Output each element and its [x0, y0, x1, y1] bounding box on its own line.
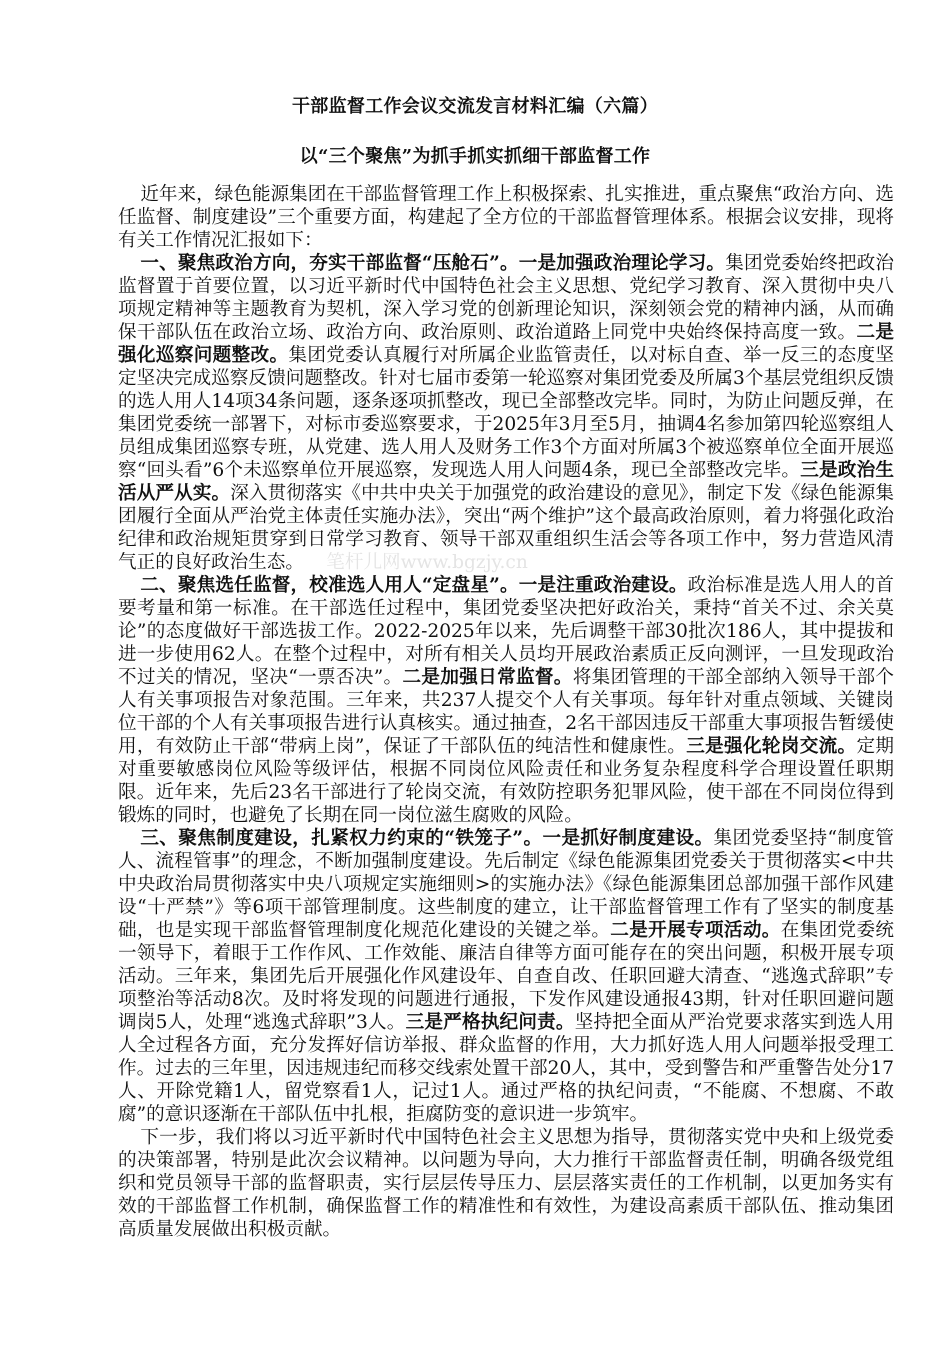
body-paragraph — [118, 252, 894, 574]
paragraph-text: 下一步，我们将以习近平新时代中国特色社会主义思想为指导，贯彻落实党中央和上级党委的决策部署，特别是此次会议精神。以问题为导向，大力推行干部监督责任制，明确各级党组织和党员领导干部的监督职责，实行层层传导压力、层层落实责任的工作机制，以更加务实有效的干部监督工作机制，确保监督工作的精准性和有效性，为建设高素质干部队伍、推动集团高质量发展做出积极贡献。 — [118, 1127, 894, 1240]
bold-heading-text: 三是严格执纪问责。 — [405, 1012, 575, 1033]
document-subtitle: 以“三个聚焦”为抓手抓实抓细干部监督工作 — [299, 146, 651, 167]
body-paragraph — [118, 183, 894, 252]
paragraph-text: 定期对重要敏感岗位风险等级评估，根据不同岗位风险责任和业务复杂程度科学合理设置任职期限。近年来，先后23名干部进行了轮岗交流，有效防控职务犯罪风险，使干部在不同岗位得到锻炼的同时，也避免了长期在同一岗位滋生腐败的风险。 — [118, 736, 894, 826]
paragraph-text: 集团党委坚持“制度管人、流程管事”的理念，不断加强制度建设。先后制定《绿色能源集团党委关于贯彻落实<中共中央政治局贯彻落实中央八项规定实施细则>的实施办法》《绿色能源集团总部加强干部作风建设“十严禁”》等6项干部管理制度。这些制度的建立，让干部监督管理工作有了坚实的制度基础，也是实现干部监督管理制度化规范化建设的关键之举。 — [118, 828, 894, 941]
paragraph-text: 将集团管理的干部全部纳入领导干部个人有关事项报告对象范围。三年来，共237人提交个人有关事项。每年针对重点领域、关键岗位干部的个人有关事项报告进行认真核实。通过抽查，2名干部因违反干部重大事项报告暂缓使用，有效防止干部“带病上岗”，保证了干部队伍的纯洁性和健康性。 — [118, 667, 894, 757]
bold-heading-text: 三是强化轮岗交流。 — [686, 736, 857, 757]
paragraph-text: 政治标准是选人用人的首要考量和第一标准。在干部选任过程中，集团党委坚决把好政治关，秉持“首关不过、余关莫论”的态度做好干部选拔工作。2022-2025年以来，先后调整干部30批次186人，其中提拔和进一步使用62人。在整个过程中，对所有相关人员均开展政治素质正反向测评，一旦发现政治不过关的情况，坚决“一票否决”。 — [118, 575, 894, 688]
paragraph-text: 集团党委始终把政治监督置于首要位置，以习近平新时代中国特色社会主义思想、党纪学习教育、深入贯彻中央八项规定精神等主题教育为契机，深入学习党的创新理论知识，深刻领会党的精神内涵，从而确保干部队伍在政治立场、政治方向、政治原则、政治道路上同党中央始终保持高度一致。 — [118, 253, 894, 343]
bold-heading-text: 二是强化巡察问题整改。 — [118, 322, 894, 366]
document-title: 干部监督工作会议交流发言材料汇编（六篇） — [292, 96, 658, 117]
bold-heading-text: 二是开展专项活动。 — [610, 920, 781, 941]
body-paragraph — [118, 574, 894, 827]
paragraph-text: 在集团党委统一领导下，着眼于工作作风、工作效能、廉洁自律等方面可能存在的突出问题，积极开展专项活动。三年来，集团先后开展强化作风建设年、自查自改、任职回避大清查、“逃逸式辞职”专项整治等活动8次。及时将发现的问题进行通报，下发作风建设通报43期，针对任职回避问题调岗5人，处理“逃逸式辞职”3人。 — [118, 920, 894, 1033]
body-paragraph — [118, 1126, 894, 1241]
bold-heading-text: 三是政治生活从严从实。 — [118, 460, 894, 504]
bold-heading-text: 二是加强日常监督。 — [402, 667, 573, 688]
body-paragraph — [118, 827, 894, 1126]
paragraph-text: 深入贯彻落实《中共中央关于加强党的政治建设的意见》，制定下发《绿色能源集团履行全面从严治党主体责任实施办法》，突出“两个维护”这个最高政治原则，着力将强化政治纪律和政治规矩贯穿到日常学习教育、领导干部双重组织生活会等各项工作中，努力营造风清气正的良好政治生态。 — [118, 483, 894, 573]
bold-heading-text: 一、聚焦政治方向，夯实干部监督“压舱石”。一是加强政治理论学习。 — [140, 253, 726, 274]
paragraph-text: 坚持把全面从严治党要求落实到选人用人全过程各方面，充分发挥好信访举报、群众监督的作用，大力抓好选人用人问题举报受理工作。过去的三年里，因违规违纪而移交线索处置干部20人，其中，受到警告和严重警告处分17人、开除党籍1人，留党察看1人，记过1人。通过严格的执纪问责，“不能腐、不想腐、不敢腐”的意识逐渐在干部队伍中扎根，拒腐防变的意识进一步筑牢。 — [118, 1012, 894, 1125]
bold-heading-text: 二、聚焦选任监督，校准选人用人“定盘星”。一是注重政治建设。 — [140, 575, 688, 596]
document-body — [118, 183, 894, 1241]
bold-heading-text: 三、聚焦制度建设，扎紧权力约束的“铁笼子”。一是抓好制度建设。 — [140, 828, 714, 849]
watermark: 笔杆儿网www.bgzjy.cn — [326, 552, 528, 573]
paragraph-text: 近年来，绿色能源集团在干部监督管理工作上积极探索、扎实推进，重点聚焦“政治方向、选任监督、制度建设”三个重要方面，构建起了全方位的干部监督管理体系。根据会议安排，现将有关工作情况汇报如下： — [118, 184, 894, 251]
paragraph-text: 集团党委认真履行对所属企业监管责任，以对标自查、举一反三的态度坚定坚决完成巡察反馈问题整改。针对七届市委第一轮巡察对集团党委及所属3个基层党组织反馈的选人用人14项34条问题，逐条逐项抓整改，现已全部整改完毕。同时，为防止问题反弹，在集团党委统一部署下，对标市委巡察要求，于2025年3月至5月，抽调4名参加第四轮巡察组人员组成集团巡察专班，从党建、选人用人及财务工作3个方面对所属3个被巡察单位全面开展巡察“回头看”6个未巡察单位开展巡察，发现选人用人问题4条，现已全部整改完毕。 — [118, 345, 894, 481]
